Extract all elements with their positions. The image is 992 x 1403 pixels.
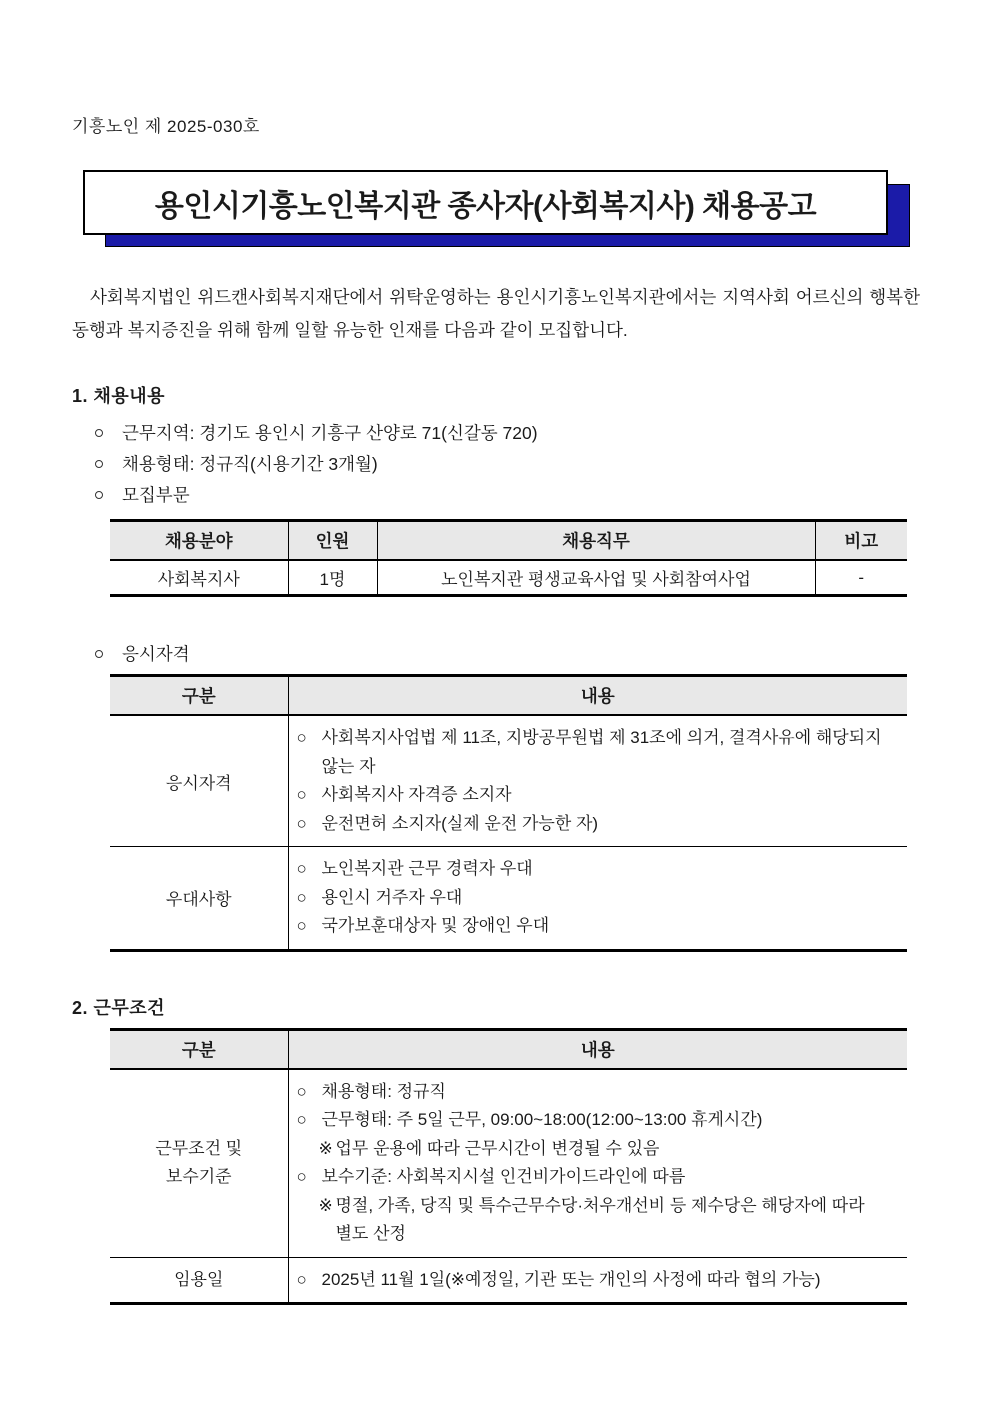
bullet-item-employment-type (72, 449, 920, 480)
circle-marker: ○ (296, 1110, 307, 1129)
line-text: 용인시 거주자 우대 (321, 887, 463, 907)
qual-table-row-eligibility (110, 715, 907, 847)
title-banner (83, 170, 888, 235)
work-label-line: 임용일 (174, 1269, 224, 1289)
section1-bullet-list (72, 418, 920, 511)
bullet-circle-icon (95, 460, 103, 468)
work-line (295, 1106, 902, 1135)
work-label-line: 근무조건 및 (155, 1139, 243, 1158)
section1-heading: 1. 채용내용 (72, 386, 166, 406)
work-line (295, 1266, 902, 1295)
qual-table-header-row (110, 676, 907, 716)
recruit-table-row (110, 560, 907, 596)
circle-marker: ○ (296, 1081, 307, 1101)
line-text: 업무 운용에 따라 근무시간이 변경될 수 있음 (335, 1138, 660, 1158)
bullet-circle-icon (95, 650, 103, 658)
qual-line (295, 912, 902, 941)
work-condition-table (110, 1028, 907, 1306)
work-line (295, 1078, 902, 1107)
bullet-circle-icon (95, 491, 103, 499)
recruit-table-header-row (110, 521, 907, 561)
recruit-cell-count: 1명 (288, 560, 377, 596)
bullet-text: 응시자격 (122, 644, 190, 664)
circle-marker: ○ (296, 859, 307, 878)
page-title: 용인시기흥노인복지관 종사자(사회복지사) 채용공고 (83, 170, 888, 235)
work-table-row-appointment (110, 1257, 907, 1304)
qual-header-content: 내용 (288, 676, 907, 716)
section2-heading: 2. 근무조건 (72, 997, 166, 1018)
qual-line (295, 855, 902, 884)
recruit-header-note: 비고 (815, 521, 907, 561)
work-table-row-conditions (110, 1069, 907, 1258)
circle-marker: ○ (296, 1269, 307, 1289)
circle-marker: ○ (296, 785, 307, 804)
recruit-cell-field: 사회복지사 (110, 560, 288, 596)
circle-marker: ○ (296, 728, 307, 747)
qual-table-row-preference (110, 847, 907, 951)
line-text: 2025년 11월 1일(※예정일, 기관 또는 개인의 사정에 따라 협의 가능) (321, 1269, 821, 1289)
qual-line (295, 724, 902, 781)
work-content-cell (288, 1257, 907, 1304)
line-text: 명절, 가족, 당직 및 특수근무수당·처우개선비 등 제수당은 해당자에 따라 별도 산정 (335, 1195, 865, 1243)
qual-content-cell (288, 847, 907, 951)
work-table-header-row (110, 1029, 907, 1069)
work-label-line: 보수기준 (165, 1167, 232, 1186)
qual-content-cell (288, 715, 907, 847)
bullet-text: 채용형태: 정규직(시용기간 3개월) (122, 454, 378, 474)
intro-paragraph: 사회복지법인 위드캔사회복지재단에서 위탁운영하는 용인시기흥노인복지관에서는 지역사회 어르신의 행복한 동행과 복지증진을 위해 함께 일할 유능한 인재를 다음과 같이 모집합니다. (72, 287, 920, 340)
line-text: 채용형태: 정규직 (321, 1081, 446, 1101)
bullet-text: 근무지역: 경기도 용인시 기흥구 산양로 71(신갈동 720) (122, 423, 538, 443)
line-text: 노인복지관 근무 경력자 우대 (321, 859, 533, 878)
work-note-line (295, 1192, 902, 1249)
line-text: 운전면허 소지자(실제 운전 가능한 자) (321, 813, 599, 833)
line-text: 보수기준: 사회복지시설 인건비가이드라인에 따름 (321, 1167, 686, 1186)
work-content-cell (288, 1069, 907, 1258)
work-label (110, 1069, 288, 1258)
recruit-cell-note: - (815, 560, 907, 596)
recruit-header-field: 채용분야 (110, 521, 288, 561)
bullet-item-recruit-field (72, 480, 920, 511)
line-text: 국가보훈대상자 및 장애인 우대 (321, 916, 550, 935)
bullet-circle-icon (95, 429, 103, 437)
circle-marker: ○ (296, 813, 307, 833)
work-header-category: 구분 (110, 1029, 288, 1069)
recruit-header-count: 인원 (288, 521, 377, 561)
circle-marker: ○ (296, 916, 307, 935)
qual-line (295, 810, 902, 839)
work-note-line (295, 1135, 902, 1164)
qualification-table (110, 674, 907, 952)
doc-number: 기흥노인 제 2025-030호 (72, 117, 260, 136)
line-text: 사회복지사업법 제 11조, 지방공무원법 제 31조에 의거, 결격사유에 해당되지 않는 자 (321, 728, 882, 776)
qual-line (295, 884, 902, 913)
recruit-header-duty: 채용직무 (377, 521, 815, 561)
circle-marker: ○ (296, 887, 307, 907)
circle-marker: ○ (296, 1167, 307, 1186)
reference-mark-icon: ※ (318, 1138, 333, 1158)
bullet-item-work-location (72, 418, 920, 449)
recruit-cell-duty: 노인복지관 평생교육사업 및 사회참여사업 (377, 560, 815, 596)
qual-label: 응시자격 (110, 715, 288, 847)
line-text: 사회복지사 자격증 소지자 (321, 785, 512, 804)
recruit-table (110, 519, 907, 597)
work-header-content: 내용 (288, 1029, 907, 1069)
bullet-text: 모집부문 (122, 485, 190, 505)
qual-header-category: 구분 (110, 676, 288, 716)
reference-mark-icon: ※ (318, 1195, 333, 1215)
qual-line (295, 781, 902, 810)
qual-label: 우대사항 (110, 847, 288, 951)
bullet-item-qualification (72, 639, 920, 670)
line-text: 근무형태: 주 5일 근무, 09:00~18:00(12:00~13:00 휴게시간) (321, 1110, 763, 1129)
work-line (295, 1163, 902, 1192)
work-label (110, 1257, 288, 1304)
